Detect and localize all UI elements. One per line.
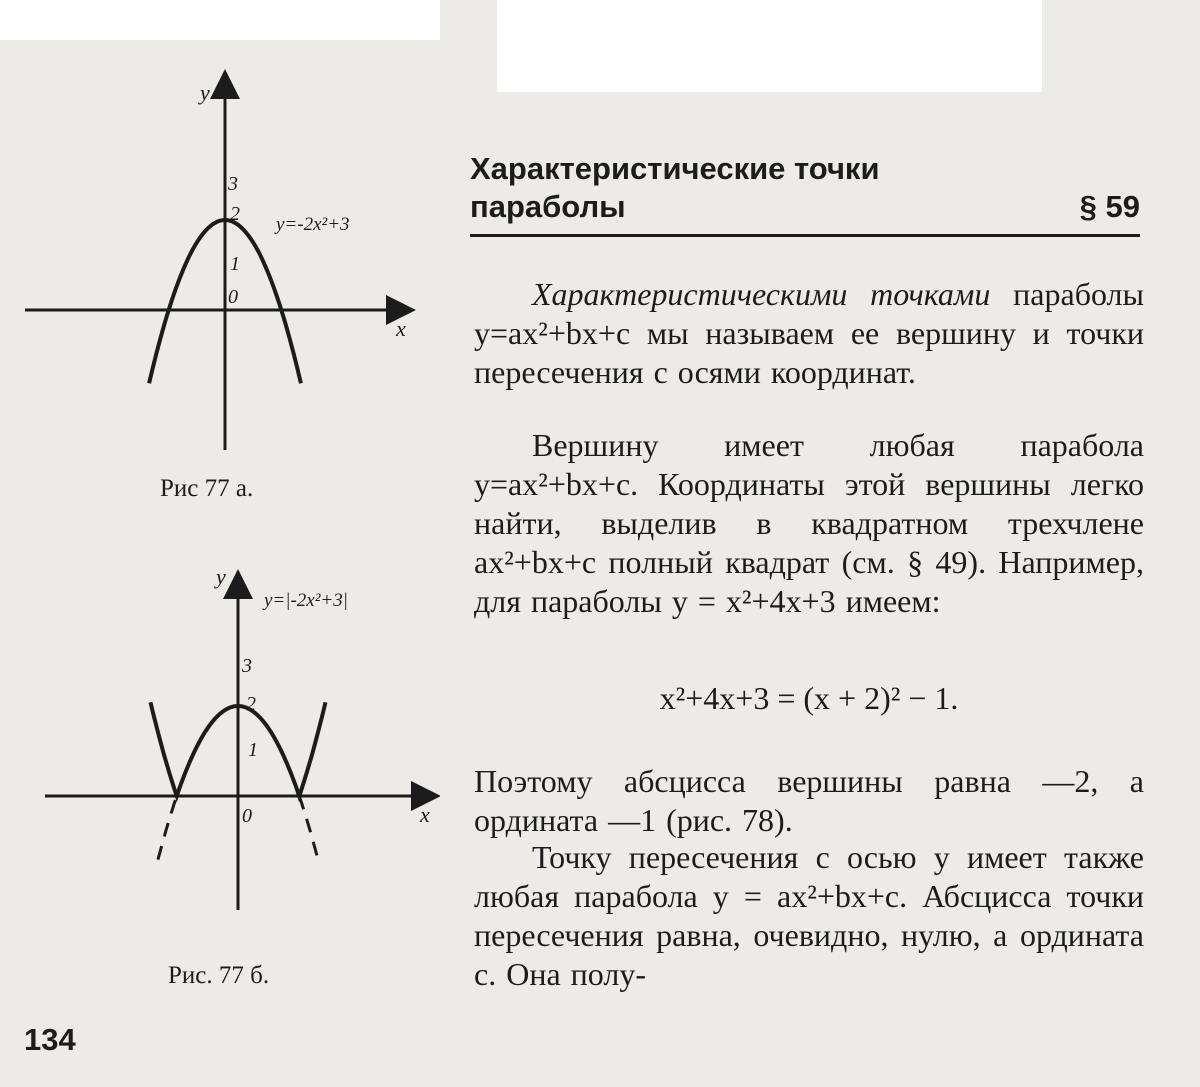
figure-77b-caption: Рис. 77 б. (168, 962, 270, 989)
tick-label-3: 3 (242, 655, 252, 677)
axis-label-x: x (396, 316, 406, 341)
tick-label-3: 3 (228, 173, 238, 195)
paragraph-3 (474, 762, 1144, 840)
origin-label: 0 (242, 805, 252, 827)
heading-rule (470, 234, 1140, 237)
page-margin-top-left (0, 0, 440, 40)
paragraph-1 (474, 275, 1144, 392)
section-number: § 59 (1079, 189, 1140, 224)
equation-label: y=|-2x²+3| (264, 590, 348, 611)
equation-label: y=-2x²+3 (276, 214, 350, 235)
paragraph-4-text: Точку пересечения с осью y имеет также любая парабола y = ax²+bx+c. Абсцисса точки пересечения равна, очевидно, нулю, а ордината c. Она полу- (474, 839, 1144, 992)
tick-label-1: 1 (248, 739, 258, 761)
heading-title-line1: Характеристические точки (470, 151, 880, 186)
tick-label-2: 2 (246, 693, 256, 715)
page-number: 134 (24, 1022, 76, 1057)
axis-label-x: x (420, 802, 430, 827)
formula-display: x²+4x+3 = (x + 2)² − 1. (659, 680, 959, 716)
figure-77a-caption: Рис 77 а. (160, 475, 254, 502)
origin-label: 0 (228, 286, 238, 308)
axis-label-y: y (200, 80, 210, 105)
paragraph-3-text: Поэтому абсцисса вершины равна —2, а ордината —1 (рис. 78). (474, 763, 1144, 838)
figure-77b (40, 560, 440, 920)
figure-77b-graph (40, 560, 440, 920)
figure-77a-graph (20, 60, 420, 460)
axis-label-y: y (216, 564, 226, 589)
heading-title-line2: параболы (470, 189, 626, 224)
paragraph-1-text: параболы y=ax²+bx+c мы называем ее вершину и точки пересечения с осями координат. (474, 276, 1145, 390)
term-emphasis: Характеристическими точками (532, 276, 991, 312)
paragraph-2 (474, 426, 1144, 621)
paragraph-4 (474, 838, 1144, 994)
tick-label-2: 2 (230, 203, 240, 225)
tick-label-1: 1 (230, 253, 240, 275)
section-heading (470, 150, 1142, 226)
paragraph-2-text: Вершину имеет любая парабола y=ax²+bx+c. Координаты этой вершины легко найти, выделив в квадратном трехчлене ax²+bx+c полный квадрат (см. § 49). Например, для параболы y = x²+4x+3 имеем: (474, 427, 1144, 619)
page-margin-top-right (497, 0, 1042, 92)
figure-77a (20, 60, 420, 460)
